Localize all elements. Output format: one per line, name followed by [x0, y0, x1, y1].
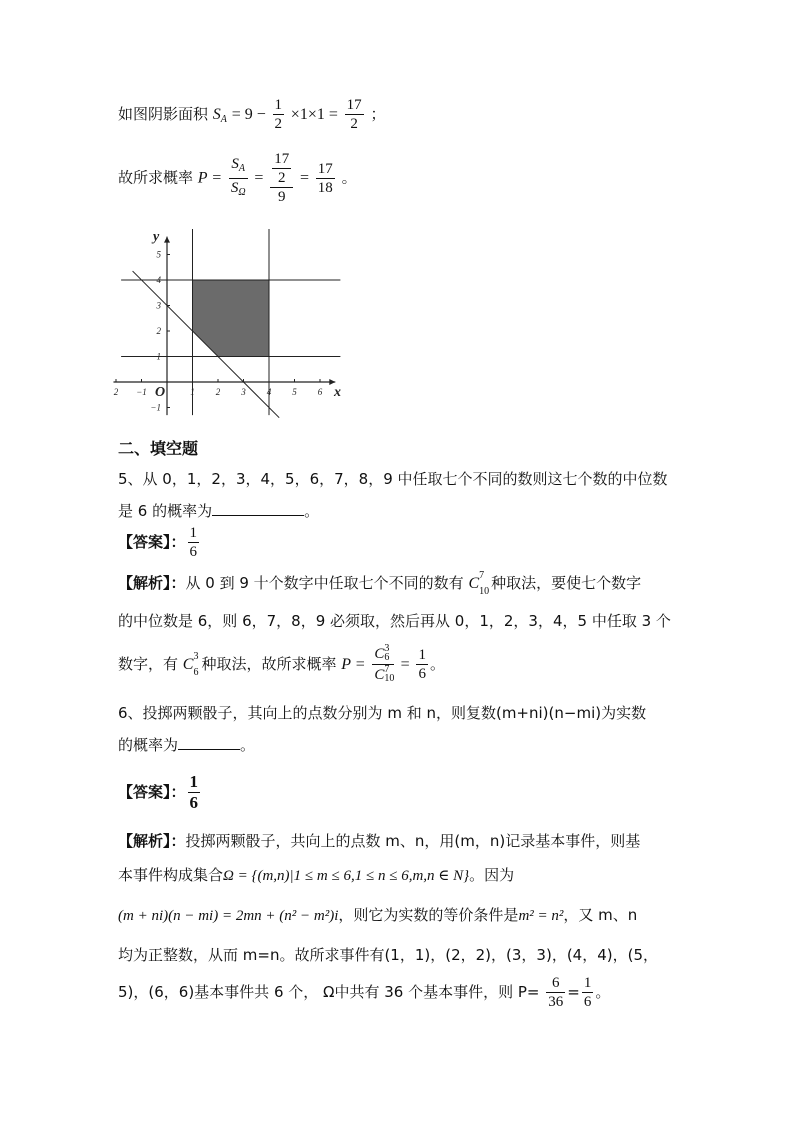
condition-expression: m² = n² [518, 908, 564, 924]
q5-answer-blank[interactable] [212, 515, 304, 516]
q6-line1: 6、投掷两颗骰子，其向上的点数分别为 m 和 n，则复数(m+ni)(n−mi)为实数 [118, 704, 647, 722]
area-eq: = 9 − [231, 106, 266, 123]
set-expression: Ω = {(m,n)|1 ≤ m ≤ 6,1 ≤ n ≤ 6,m,n ∈ N} [223, 868, 470, 884]
x-tick-label: 2 [215, 387, 221, 397]
q6-analysis-line2: 本事件构成集合Ω = {(m,n)|1 ≤ m ≤ 6,1 ≤ n ≤ 6,m,n ∈ N}。因为 [118, 866, 515, 884]
prob-eq2: = [299, 169, 309, 187]
x-tick-label: 1 [190, 387, 195, 397]
region-diagram [112, 222, 352, 422]
q6-answer-label: 【答案】： [118, 783, 186, 801]
x-tick-label: 5 [292, 387, 297, 397]
y-tick-label: 1 [156, 351, 161, 362]
expansion-expression: (m + ni)(n − mi) = 2mn + (n² − m²)i [118, 908, 339, 924]
y-tick-label: 3 [156, 300, 161, 311]
shaded-region [193, 280, 270, 357]
area-mult: ×1×1 = [290, 106, 338, 123]
q5-analysis-line3: 数字，有 C 3 6 种取法，故所求概率 P = C 3 6 C 7 10 = $\frac{1}{6}$ 。 [118, 643, 445, 684]
fraction-S-ratio: $\frac{S_A}{S_\Omega}$ [230, 155, 246, 198]
x-tick-label: 6 [317, 387, 323, 397]
q6-analysis-line4: 均为正整数，从而 m=n。故所求事件有(1，1)，(2，2)，(3，3)，(4，4)，(5， [118, 946, 659, 964]
q6-answer-blank[interactable] [178, 749, 240, 750]
section-title: 二、填空题 [118, 439, 199, 458]
q6-analysis-line1: 【解析】：投掷两颗骰子，共向上的点数 m、n，用(m，n)记录基本事件，则基 [118, 832, 641, 850]
q5-P: P = [341, 656, 366, 673]
q6-fraction-6-36: $\frac{6}{36}$ [548, 975, 564, 1010]
area-prefix: 如图阴影面积 [118, 105, 209, 123]
area-formula-line [118, 96, 385, 133]
q6-analysis-line3: (m + ni)(n − mi) = 2mn + (n² − m²)i，则它为实数的等价条件是m² = n²，又 m、n [118, 906, 638, 924]
q5-answer [118, 524, 201, 561]
y-axis-arrow [164, 237, 170, 243]
origin-label: O [155, 385, 166, 400]
q5-line2: 是 6 的概率为 。 [118, 502, 320, 520]
q6-analysis-line5: 5)，(6，6)基本事件共 6 个， Ω中共有 36 个基本事件，则 P= $\frac{6}{36}$ = $\frac{1}{6}$ 。 [118, 975, 611, 1010]
q6-answer-fraction: $\frac{1}{6}$ [189, 772, 199, 812]
combination-C10-7: C 7 10 [468, 570, 490, 597]
q5-result-fraction: $\frac{1}{6}$ [418, 647, 426, 682]
q5-analysis-line1: 【解析】：从 0 到 9 十个数字中任取七个不同的数有 C 7 10 种取法，要使七个数字 [118, 570, 642, 597]
x-tick-label: 4 [266, 387, 272, 397]
prob-end: 。 [341, 168, 357, 187]
fraction-prob-result: $\frac{17}{18}$ [317, 160, 333, 196]
x-tick-label: 3 [241, 387, 246, 397]
fraction-compound: $\frac{\frac{17}{2}}{9}$ [270, 150, 293, 206]
q5-analysis-label: 【解析】： [118, 574, 186, 592]
prob-eq1: = [254, 169, 264, 187]
y-tick-label: −1 [150, 402, 161, 413]
prob-prefix: 故所求概率 [118, 168, 194, 187]
x-tick-label: −1 [136, 387, 147, 397]
fraction-area-result: $\frac{17}{2}$ [346, 97, 362, 132]
area-lhs: $S_A$ [212, 106, 227, 125]
combination-C6-3: C 3 6 [182, 651, 199, 678]
fraction-half: $\frac{1}{2}$ [274, 97, 283, 132]
probability-formula-line [118, 150, 357, 206]
x-tick-label: 2 [113, 387, 119, 397]
q5-answer-fraction: $\frac{1}{6}$ [189, 525, 198, 560]
y-axis-label: y [153, 229, 160, 245]
q5-analysis-line2: 的中位数是 6，则 6，7，8，9 必须取，然后再从 0，1，2，3，4，5 中任取 3 个 [118, 612, 671, 630]
q5-line1: 5、从 0，1，2，3，4，5，6，7，8，9 中任取七个不同的数则这七个数的中位数 [118, 470, 668, 488]
q5-combination-fraction: C 3 6 C 7 10 [374, 643, 395, 684]
y-tick-label: 4 [156, 275, 161, 285]
q6-answer [118, 772, 202, 813]
q6-fraction-1-6: $\frac{1}{6}$ [583, 975, 592, 1010]
q5-answer-label: 【答案】： [118, 533, 186, 551]
area-end: ； [370, 105, 386, 123]
q6-line2: 的概率为 。 [118, 736, 256, 754]
x-axis-label: x [334, 385, 342, 400]
prob-P: P = [197, 169, 223, 187]
y-tick-label: 5 [156, 249, 161, 260]
q6-analysis-label: 【解析】： [118, 832, 186, 850]
y-tick-label: 2 [156, 326, 161, 336]
